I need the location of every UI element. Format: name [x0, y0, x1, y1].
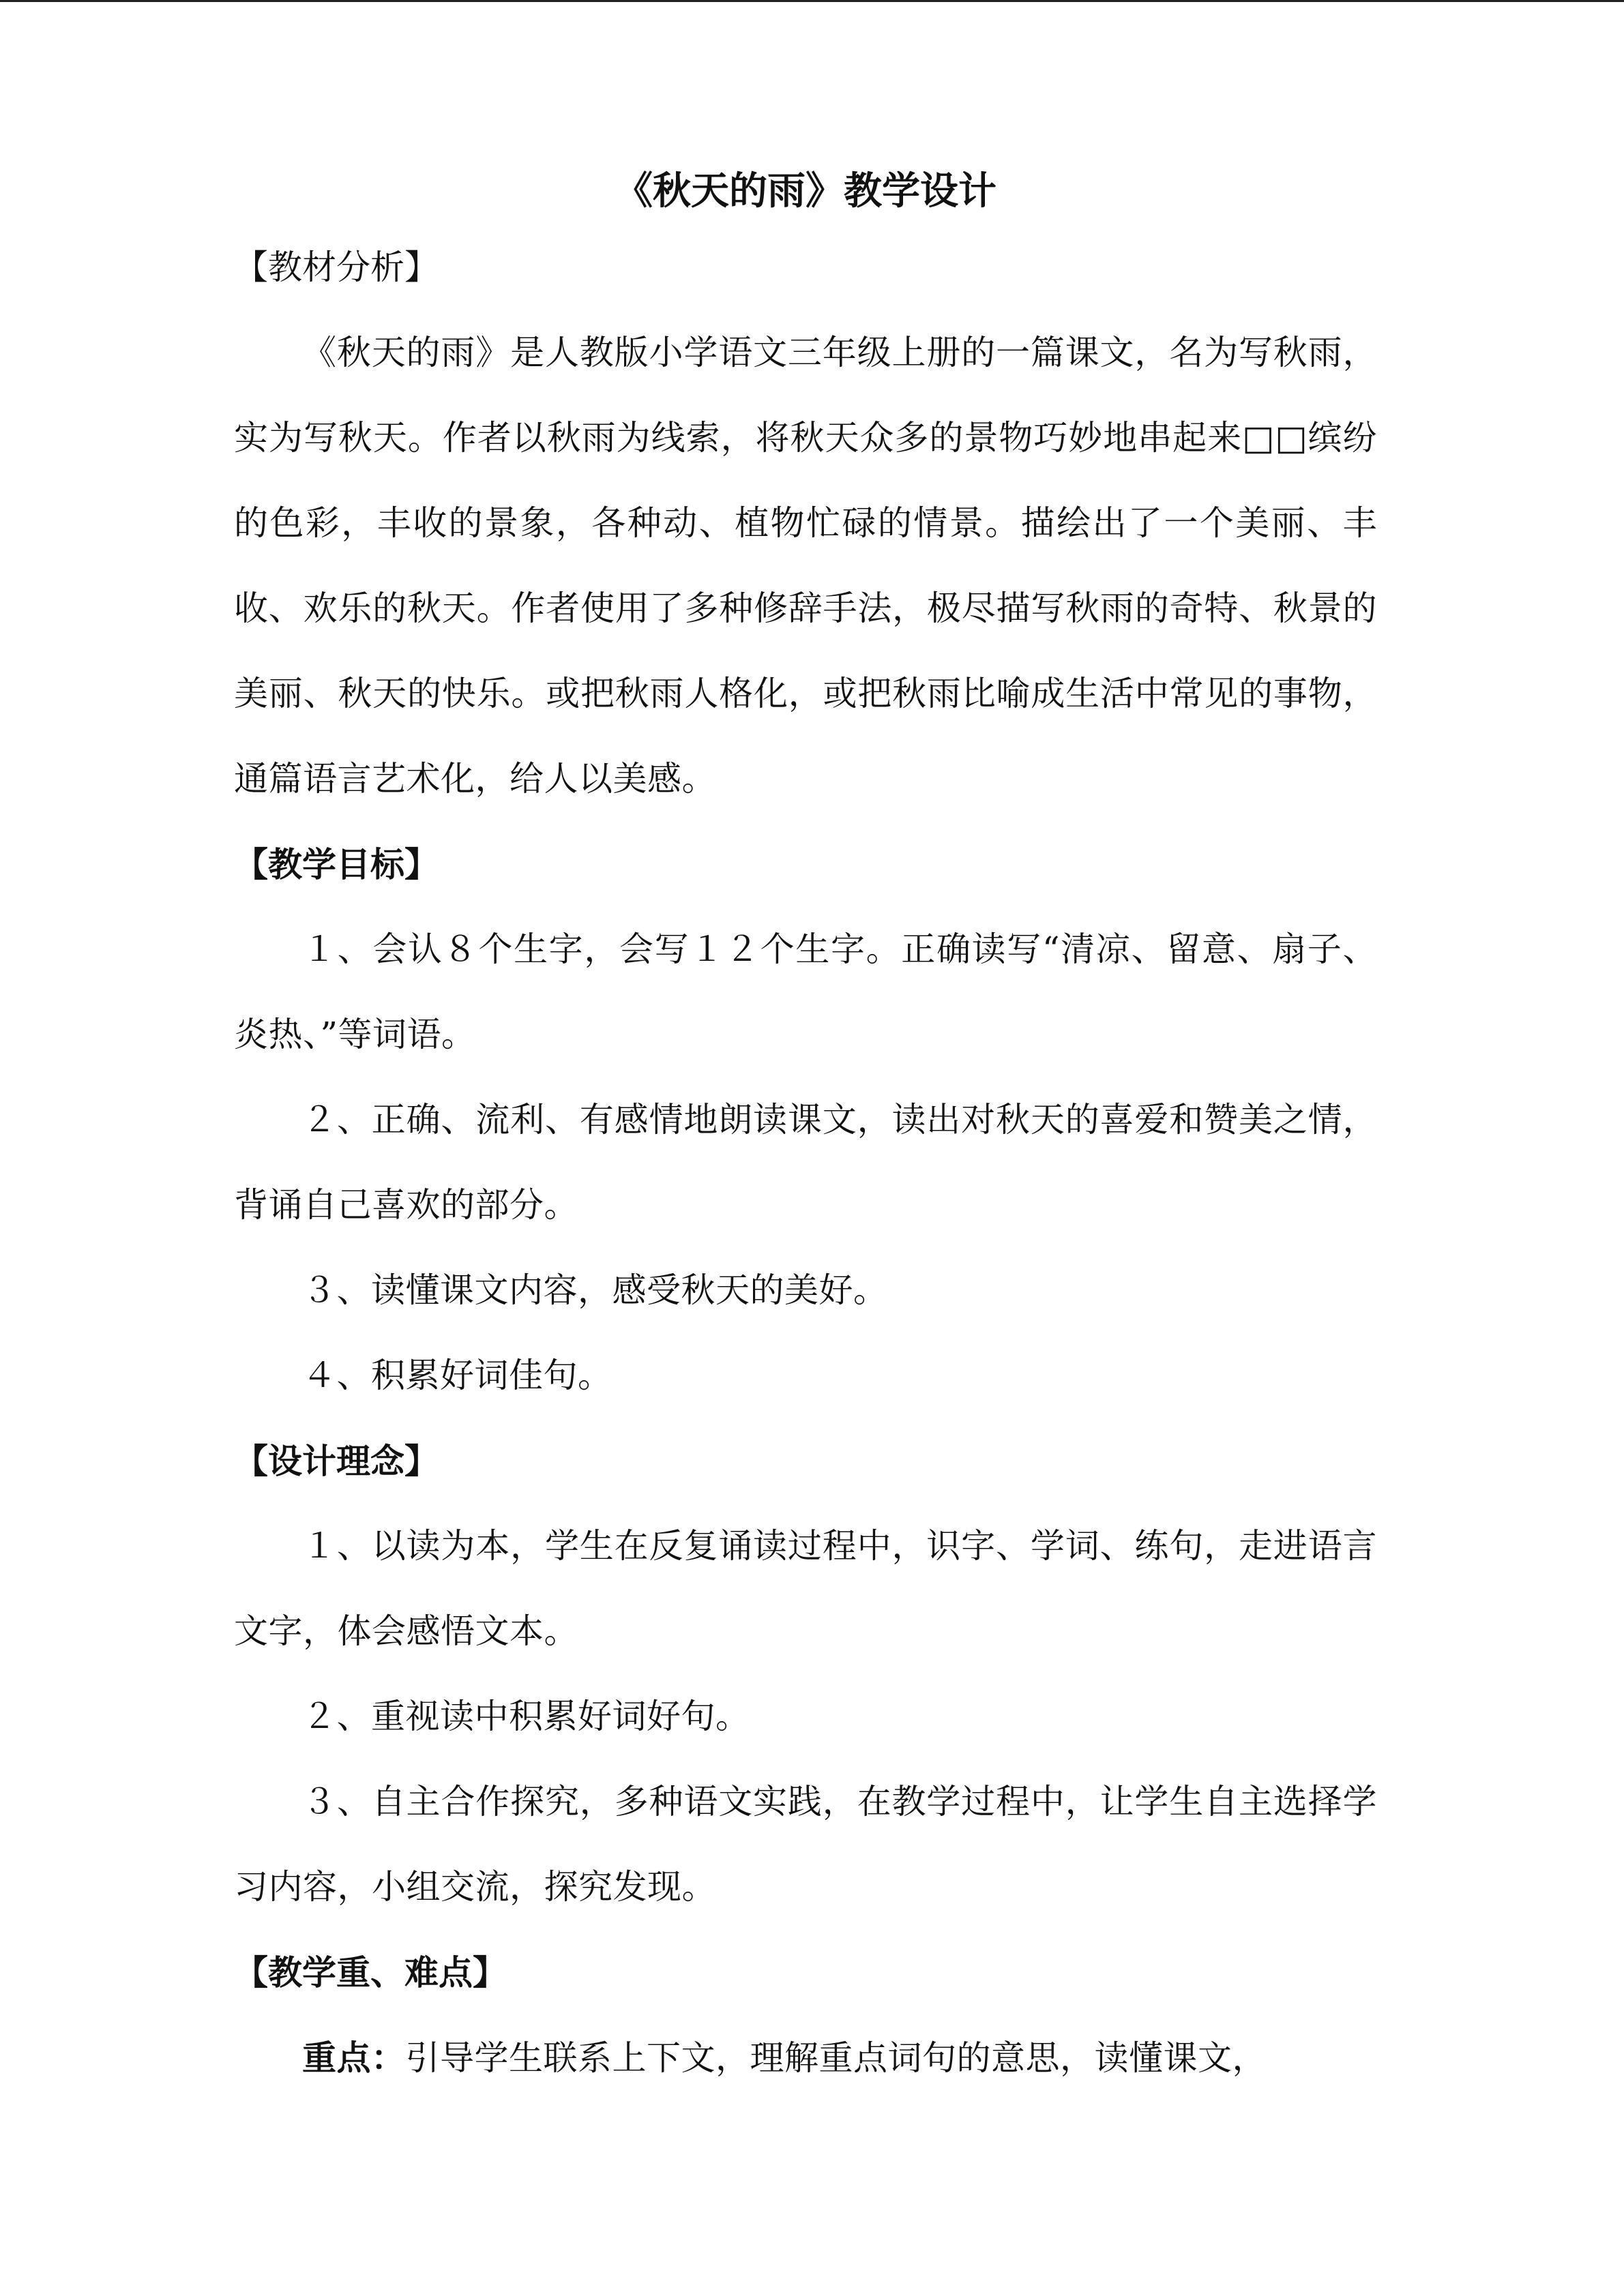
goal-item-4: ４、积累好词佳句。 [302, 1356, 612, 1395]
section-heading-analysis: 【教材分析】 [234, 248, 439, 287]
key-point-label: 重点： [302, 2038, 406, 2078]
key-point-paragraph [234, 2015, 1377, 2101]
concept-item-2: ２、重视读中积累好词好句。 [302, 1697, 750, 1736]
concept-item-1: １、以读为本，学生在反复诵读过程中，识字、学词、练句，走进语言文字，体会感悟文本。 [234, 1526, 1377, 1651]
goal-item-2: ２、正确、流利、有感情地朗读课文，读出对秋天的喜爱和赞美之情，背诵自己喜欢的部分。 [234, 1100, 1377, 1225]
key-point-text: 引导学生联系上下文，理解重点词句的意思，读懂课文， [405, 2038, 1267, 2078]
section-heading-key-points: 【教学重、难点】 [234, 1952, 507, 1993]
goal-item-1: １、会认８个生字，会写１２个生字。正确读写“清凉、留意、扇子、炎热、”等词语。 [234, 929, 1377, 1054]
document-content [234, 157, 1377, 2101]
document-title: 《秋天的雨》教学设计 [615, 168, 996, 213]
section-heading-concept: 【设计理念】 [234, 1441, 439, 1481]
concept-item-3: ３、自主合作探究，多种语文实践，在教学过程中，让学生自主选择学习内容，小组交流，探究发现。 [234, 1782, 1377, 1907]
top-border [0, 0, 1624, 2]
section-heading-goals: 【教学目标】 [234, 844, 439, 884]
goal-item-3: ３、读懂课文内容，感受秋天的美好。 [302, 1270, 888, 1310]
analysis-paragraph: 《秋天的雨》是人教版小学语文三年级上册的一篇课文，名为写秋雨，实为写秋天。作者以秋雨为线索，将秋天众多的景物巧妙地串起来□□缤纷的色彩，丰收的景象，各种动、植物忙碌的情景。描绘出了一个美丽、丰收、欢乐的秋天。作者使用了多种修辞手法，极尽描写秋雨的奇特、秋景的美丽、秋天的快乐。或把秋雨人格化，或把秋雨比喻成生活中常见的事物，通篇语言艺术化，给人以美感。 [234, 333, 1377, 799]
